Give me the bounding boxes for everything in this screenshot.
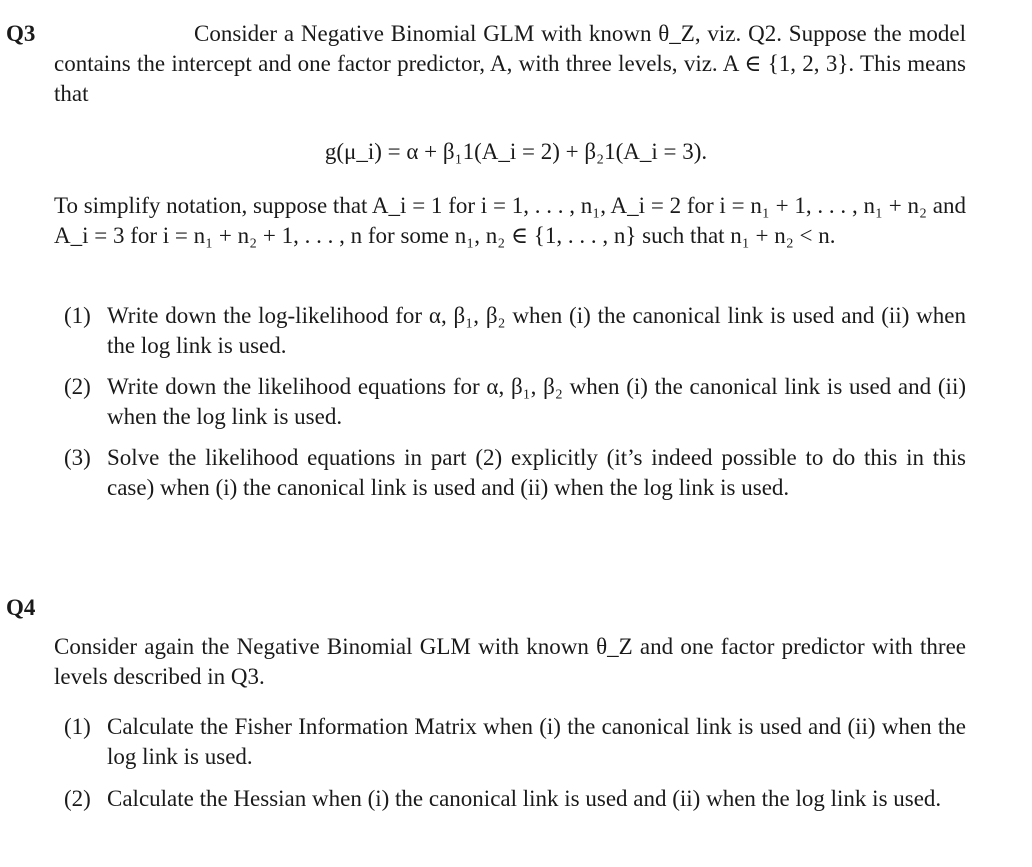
q4-item-2: [64, 784, 966, 814]
item-number: (1): [64, 714, 91, 739]
item-text: Solve the likelihood equations in part (2) explicitly (it’s indeed possible to do this in this case) when (i) the canonical link is used and (ii) when the log link is used.: [107, 445, 966, 500]
q3-item-2: [64, 372, 966, 432]
q3-item-1: [64, 301, 966, 361]
item-text: Write down the log-likelihood for α, β₁, β₂ when (i) the canonical link is used and (ii) when the log link is used.: [107, 303, 966, 358]
item-number: (2): [64, 374, 91, 399]
item-number: (2): [64, 786, 91, 811]
q4-item-1: [64, 712, 966, 772]
q3-label: Q3: [6, 21, 36, 46]
item-number: (3): [64, 445, 91, 470]
q4-label: Q4: [6, 595, 36, 620]
q3-equation: g(μ_i) = α + β₁1(A_i = 2) + β₂1(A_i = 3).: [324, 139, 708, 164]
item-text: Calculate the Fisher Information Matrix when (i) the canonical link is used and (ii) when the log link is used.: [107, 714, 966, 769]
q3-notation: To simplify notation, suppose that A_i = 1 for i = 1, . . . , n₁, A_i = 2 for i = n₁ + 1, . . . , n₁ + n₂ and A_i = 3 for i = n₁ + n₂ + 1, . . . , n for some n₁, n₂ ∈ {1, . . . , n} such that n₁ + n₂ < n.: [54, 193, 966, 248]
q3-item-3: [64, 443, 966, 503]
q4-intro: Consider again the Negative Binomial GLM with known θ_Z and one factor predictor with three levels described in Q3.: [54, 634, 966, 689]
item-number: (1): [64, 303, 91, 328]
item-text: Write down the likelihood equations for α, β₁, β₂ when (i) the canonical link is used and (ii) when the log link is used.: [107, 374, 966, 429]
q3-intro: Consider a Negative Binomial GLM with known θ_Z, viz. Q2. Suppose the model contains the intercept and one factor predictor, A, with three levels, viz. A ∈ {1, 2, 3}. This means that: [54, 21, 966, 106]
item-text: Calculate the Hessian when (i) the canonical link is used and (ii) when the log link is used.: [107, 786, 942, 811]
